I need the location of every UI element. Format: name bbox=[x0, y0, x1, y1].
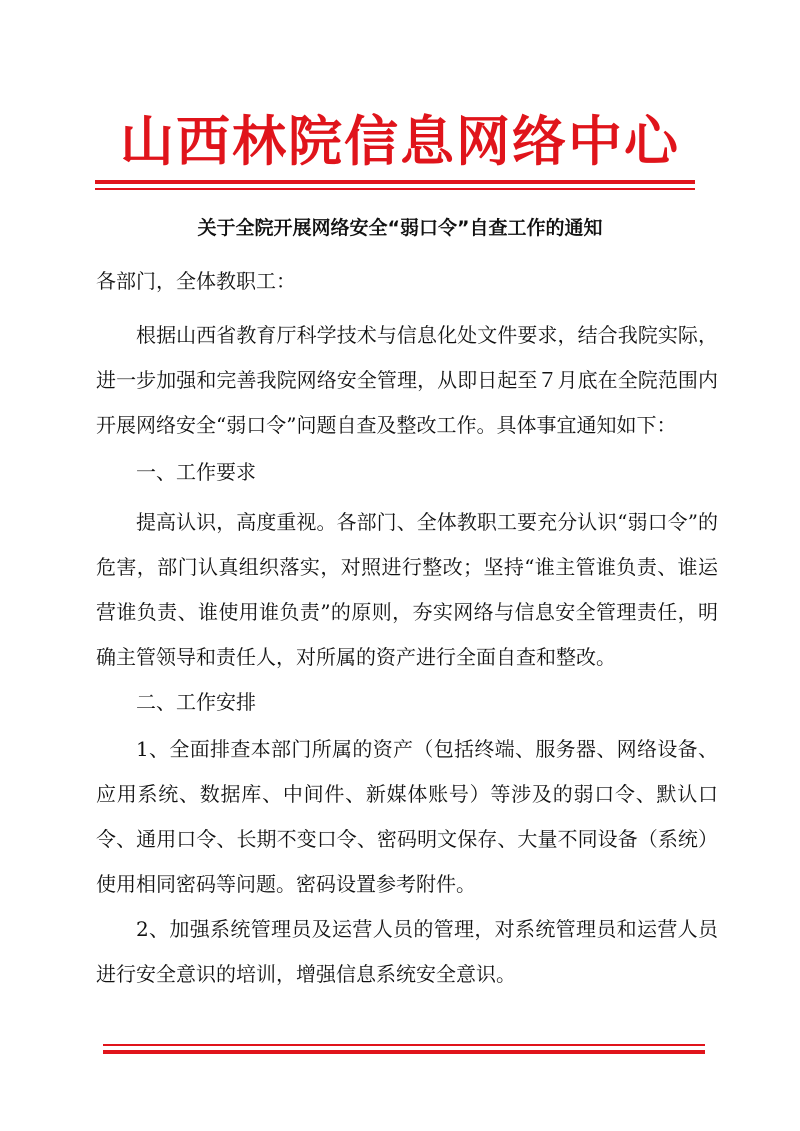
notice-title: 关于全院开展网络安全“弱口令”自查工作的通知 bbox=[197, 217, 603, 239]
intro-paragraph: 根据山西省教育厅科学技术与信息化处文件要求，结合我院实际，进一步加强和完善我院网络安全管理，从即日起至７月底在全院范围内开展网络安全“弱口令”问题自查及整改工作。具体事宜通知如下： bbox=[96, 323, 718, 437]
requirements-paragraph: 提高认识，高度重视。各部门、全体教职工要充分认识“弱口令”的危害，部门认真组织落实，对照进行整改；坚持“谁主管谁负责、谁运营谁负责、谁使用谁负责”的原则，夯实网络与信息安全管理责任，明确主管领导和责任人，对所属的资产进行全面自查和整改。 bbox=[96, 510, 718, 669]
letterhead-rule-thick bbox=[95, 180, 695, 184]
arrangement-item-2: 2、加强系统管理员及运营人员的管理，对系统管理员和运营人员进行安全意识的培训，增强信息系统安全意识。 bbox=[96, 917, 718, 986]
letterhead-rule-thin bbox=[95, 188, 695, 190]
footer-rule-thin bbox=[103, 1044, 705, 1046]
section-heading-arrangements: 二、工作安排 bbox=[136, 690, 256, 714]
letterhead-title: 山西林院信息网络中心 bbox=[120, 109, 680, 173]
section-heading-requirements: 一、工作要求 bbox=[136, 460, 256, 484]
footer-rule-thick bbox=[103, 1050, 705, 1054]
salutation: 各部门，全体教职工： bbox=[96, 269, 296, 293]
arrangement-item-1: 1、全面排查本部门所属的资产（包括终端、服务器、网络设备、应用系统、数据库、中间件、新媒体账号）等涉及的弱口令、默认口令、通用口令、长期不变口令、密码明文保存、大量不同设备（系统）使用相同密码等问题。密码设置参考附件。 bbox=[96, 737, 718, 896]
